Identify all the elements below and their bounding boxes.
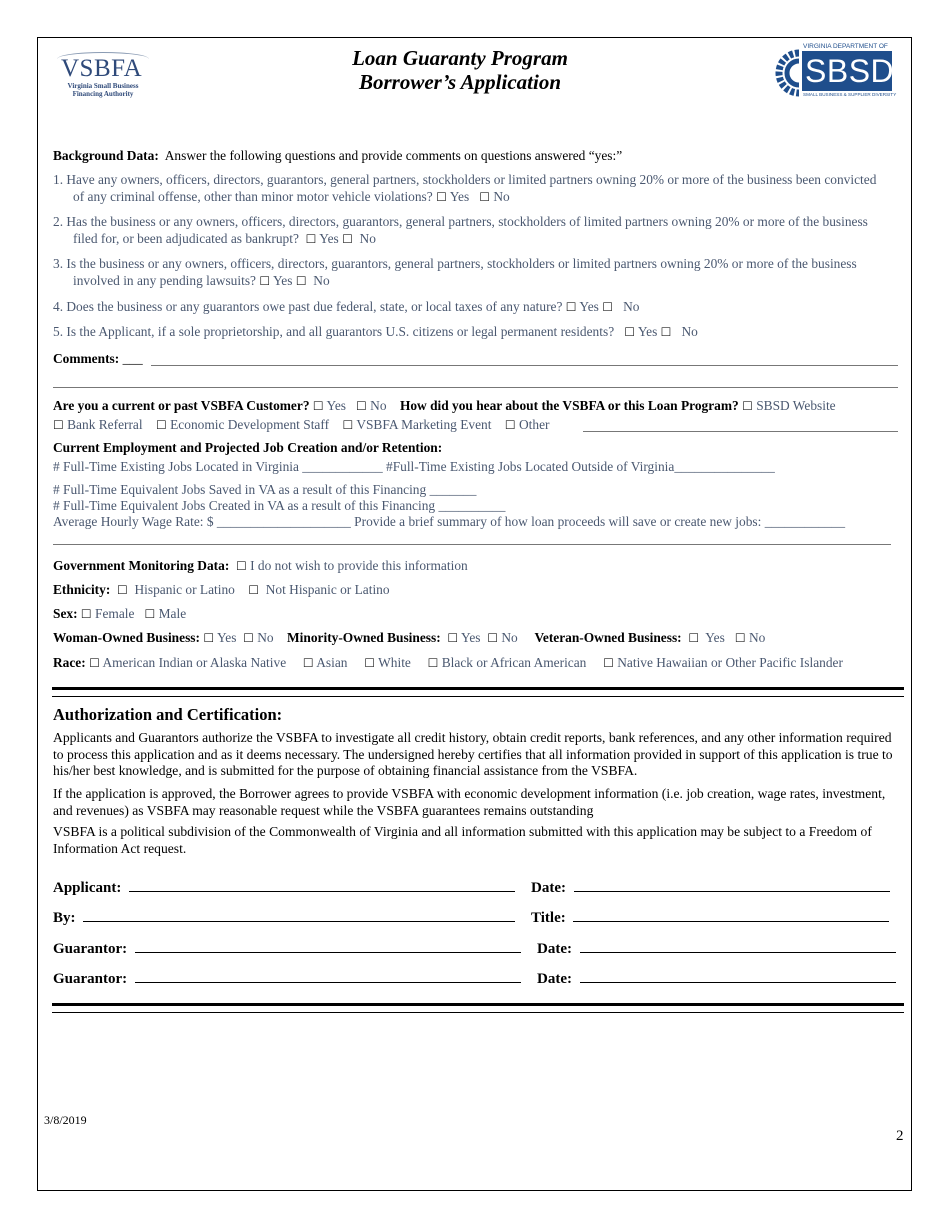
- wage-label: Average Hourly Wage Rate: $: [53, 514, 214, 529]
- by-signature-field[interactable]: [83, 907, 515, 922]
- hear-sbsd-website-label: SBSD Website: [756, 398, 836, 413]
- applicant-date-label: Date:: [531, 880, 566, 896]
- ft-va-label: # Full-Time Existing Jobs Located in Virginia: [53, 459, 299, 474]
- q3-no-label: No: [313, 273, 330, 288]
- guarantor-2-date-field[interactable]: [580, 968, 896, 983]
- race-row: [53, 655, 843, 671]
- veteran-owned-yes-checkbox[interactable]: ☐: [688, 631, 700, 645]
- monitoring-heading: Government Monitoring Data:: [53, 558, 230, 573]
- comments-blank: ___: [122, 351, 143, 366]
- guarantor-1-row: [53, 938, 521, 958]
- applicant-row: [53, 877, 515, 897]
- created-jobs-row: [53, 498, 505, 514]
- applicant-label: Applicant:: [53, 880, 122, 896]
- sbsd-logo-top-text: VIRGINIA DEPARTMENT OF: [803, 43, 888, 50]
- saved-jobs-label: # Full-Time Equivalent Jobs Saved in VA as a result of this Financing: [53, 482, 427, 497]
- q4-yes-label: Yes: [579, 299, 599, 314]
- q4-no-checkbox[interactable]: ☐: [602, 300, 614, 314]
- hear-question: How did you hear about the VSBFA or this Loan Program?: [399, 398, 739, 413]
- customer-no-checkbox[interactable]: ☐: [356, 399, 367, 413]
- authorization-para-1: Applicants and Guarantors authorize the VSBFA to investigate all credit history, obtain credit reports, bank references, and any other information required to process this application and as it deems necessary. The undersigned hereby certifies that all information provided in support of this application is true to his/her best knowledge, and is submitted for the purpose of obtaining financial assistance from the VSBFA.: [53, 730, 893, 778]
- hear-bank-referral-label: Bank Referral: [67, 417, 143, 432]
- wage-field[interactable]: ____________________: [216, 514, 351, 529]
- ethnicity-not-hispanic-label: Not Hispanic or Latino: [265, 582, 390, 597]
- sex-female-label: Female: [95, 606, 135, 621]
- question-5: [53, 324, 698, 340]
- applicant-signature-field[interactable]: [129, 877, 515, 892]
- hear-econ-dev-checkbox[interactable]: ☐: [156, 418, 167, 432]
- minority-owned-yes-label: Yes: [461, 630, 481, 645]
- applicant-date-field[interactable]: [574, 877, 890, 892]
- woman-owned-no-label: No: [257, 630, 274, 645]
- guarantor-1-label: Guarantor:: [53, 941, 128, 957]
- saved-jobs-field[interactable]: _______: [429, 482, 477, 497]
- form-title-line2: Borrower’s Application: [358, 70, 562, 94]
- title-label: Title:: [531, 910, 566, 926]
- ethnicity-hispanic-label: Hispanic or Latino: [134, 582, 235, 597]
- sbsd-logo: [765, 43, 897, 101]
- customer-row: [53, 398, 836, 414]
- sex-label: Sex:: [53, 606, 78, 621]
- section-divider-bottom: [52, 1003, 904, 1013]
- ethnicity-not-hispanic-checkbox[interactable]: ☐: [248, 583, 260, 597]
- title-field[interactable]: [573, 907, 889, 922]
- question-1-line2: of any criminal offense, other than minor motor vehicle violations?: [73, 189, 433, 204]
- monitoring-row: [53, 558, 468, 574]
- question-1: [73, 189, 510, 205]
- title-row: [531, 907, 889, 927]
- race-asian-label: Asian: [316, 655, 348, 670]
- guarantor-1-signature-field[interactable]: [135, 938, 521, 953]
- q1-no-label: No: [493, 189, 510, 204]
- comments-line-1[interactable]: [151, 365, 898, 366]
- ft-jobs-row: [53, 459, 775, 475]
- authorization-para-3: VSBFA is a political subdivision of the Commonwealth of Virginia and all information submitted with this application may be subject to a Freedom of Information Act request.: [53, 824, 872, 856]
- veteran-owned-label: Veteran-Owned Business:: [534, 630, 682, 645]
- question-2-line1: 2. Has the business or any owners, officers, directors, guarantors, general partners, stockholders of limited partners owning 20% or more of the business: [53, 214, 868, 229]
- q1-yes-label: Yes: [449, 189, 470, 204]
- customer-yes-checkbox[interactable]: ☐: [312, 399, 324, 413]
- race-black-checkbox[interactable]: ☐: [427, 656, 439, 670]
- question-4-text: 4. Does the business or any guarantors owe past due federal, state, or local taxes of any nature?: [53, 299, 563, 314]
- saved-jobs-row: [53, 482, 476, 498]
- background-intro: [53, 148, 622, 164]
- background-heading: Background Data:: [53, 148, 159, 163]
- monitoring-opt-out-checkbox[interactable]: ☐: [236, 559, 247, 573]
- sbsd-logo-bottom-text: SMALL BUSINESS & SUPPLIER DIVERSITY: [803, 92, 897, 97]
- minority-owned-no-label: No: [501, 630, 518, 645]
- sbsd-gear-icon: [765, 49, 799, 97]
- created-jobs-field[interactable]: __________: [438, 498, 506, 513]
- sex-male-checkbox[interactable]: ☐: [144, 607, 156, 621]
- comments-label: Comments:: [53, 351, 120, 366]
- vsbfa-logo-text: VSBFA: [61, 55, 143, 82]
- woman-owned-label: Woman-Owned Business:: [53, 630, 200, 645]
- race-asian-checkbox[interactable]: ☐: [302, 656, 314, 670]
- q3-yes-label: Yes: [272, 273, 293, 288]
- vsbfa-logo-subtitle: Virginia Small Business Financing Authority: [67, 82, 139, 98]
- customer-no-label: No: [370, 398, 387, 413]
- created-jobs-label: # Full-Time Equivalent Jobs Created in VA as a result of this Financing: [53, 498, 436, 513]
- hear-other-label: Other: [518, 417, 550, 432]
- q5-yes-checkbox[interactable]: ☐: [624, 325, 635, 339]
- authorization-heading: Authorization and Certification:: [53, 705, 283, 724]
- race-pacific-islander-label: Native Hawaiian or Other Pacific Islander: [617, 655, 843, 670]
- veteran-owned-yes-label: Yes: [705, 630, 725, 645]
- q1-yes-checkbox[interactable]: ☐: [436, 190, 447, 204]
- guarantor-2-label: Guarantor:: [53, 971, 128, 987]
- guarantor-2-date-row: [537, 968, 896, 988]
- summary-label: Provide a brief summary of how loan proceeds will save or create new jobs:: [354, 514, 762, 529]
- hear-marketing-event-checkbox[interactable]: ☐: [342, 418, 354, 432]
- ethnicity-hispanic-checkbox[interactable]: ☐: [117, 583, 128, 597]
- question-5-text: 5. Is the Applicant, if a sole proprietorship, and all guarantors U.S. citizens or legal permanent residents?: [53, 324, 615, 339]
- ft-outside-field[interactable]: _______________: [674, 459, 775, 474]
- minority-owned-label: Minority-Owned Business:: [287, 630, 441, 645]
- hear-other-checkbox[interactable]: ☐: [504, 418, 516, 432]
- race-white-checkbox[interactable]: ☐: [364, 656, 376, 670]
- summary-line[interactable]: [53, 544, 891, 545]
- employment-heading: Current Employment and Projected Job Creation and/or Retention:: [53, 440, 443, 455]
- summary-field[interactable]: ____________: [764, 514, 846, 529]
- hear-other-field[interactable]: [583, 431, 898, 432]
- wage-row: [53, 514, 845, 530]
- ft-outside-label: #Full-Time Existing Jobs Located Outside of Virginia: [386, 459, 675, 474]
- hear-econ-dev-label: Economic Development Staff: [170, 417, 330, 432]
- race-label: Race:: [53, 655, 86, 670]
- question-1-line1: 1. Have any owners, officers, directors, guarantors, general partners, stockholders or limited partners owning 20% or more of the business been convicted: [53, 172, 877, 187]
- customer-yes-label: Yes: [326, 398, 346, 413]
- authorization-para-2: If the application is approved, the Borrower agrees to provide VSBFA with economic development information (i.e. job creation, wage rates, investment, and revenues) as VSBFA may reasonable request while the VSBFA guarantees remains outstanding: [53, 786, 886, 818]
- q2-no-checkbox[interactable]: ☐: [342, 232, 353, 246]
- comments-row: [53, 351, 143, 367]
- q4-yes-checkbox[interactable]: ☐: [565, 300, 577, 314]
- race-white-label: White: [378, 655, 411, 670]
- race-pacific-islander-checkbox[interactable]: ☐: [603, 656, 614, 670]
- comments-line-2[interactable]: [53, 387, 898, 388]
- sex-male-label: Male: [158, 606, 187, 621]
- question-4: [53, 299, 639, 315]
- q2-no-label: No: [359, 231, 376, 246]
- hear-sbsd-website-checkbox[interactable]: ☐: [742, 399, 753, 413]
- guarantor-2-row: [53, 968, 521, 988]
- race-black-label: Black or African American: [441, 655, 587, 670]
- ethnicity-label: Ethnicity:: [53, 582, 111, 597]
- q3-yes-checkbox[interactable]: ☐: [259, 274, 271, 288]
- race-american-indian-checkbox[interactable]: ☐: [89, 656, 100, 670]
- guarantor-1-date-row: [537, 938, 896, 958]
- question-2: [73, 231, 376, 247]
- question-3: [73, 273, 330, 289]
- customer-question: Are you a current or past VSBFA Customer?: [53, 398, 310, 413]
- q3-no-checkbox[interactable]: ☐: [295, 274, 307, 288]
- race-american-indian-label: American Indian or Alaska Native: [102, 655, 287, 670]
- q5-no-label: No: [681, 324, 698, 339]
- minority-owned-no-checkbox[interactable]: ☐: [487, 631, 498, 645]
- hear-bank-referral-checkbox[interactable]: ☐: [53, 418, 64, 432]
- page-number: 2: [896, 1128, 904, 1144]
- hear-marketing-event-label: VSBFA Marketing Event: [356, 417, 492, 432]
- q5-yes-label: Yes: [637, 324, 658, 339]
- q4-no-label: No: [623, 299, 640, 314]
- question-2-line2: filed for, or been adjudicated as bankrupt?: [73, 231, 299, 246]
- minority-owned-yes-checkbox[interactable]: ☐: [447, 631, 459, 645]
- footer-date: 3/8/2019: [44, 1113, 87, 1127]
- background-intro-text: Answer the following questions and provide comments on questions answered “yes:”: [164, 148, 623, 163]
- woman-owned-yes-label: Yes: [216, 630, 237, 645]
- hear-options-row: [53, 417, 549, 433]
- by-row: [53, 907, 515, 927]
- sex-row: [53, 606, 186, 622]
- ft-va-field[interactable]: ____________: [302, 459, 383, 474]
- q5-no-checkbox[interactable]: ☐: [660, 325, 672, 339]
- guarantor-1-date-label: Date:: [537, 941, 572, 957]
- question-3-line1: 3. Is the business or any owners, officers, directors, guarantors, general partners, stockholders or limited partners owning 20% or more of the business: [53, 256, 857, 271]
- woman-owned-no-checkbox[interactable]: ☐: [243, 631, 254, 645]
- ownership-row: [53, 630, 765, 646]
- sex-female-checkbox[interactable]: ☐: [80, 607, 92, 621]
- guarantor-2-date-label: Date:: [537, 971, 572, 987]
- question-3-line2: involved in any pending lawsuits?: [73, 273, 256, 288]
- q2-yes-label: Yes: [319, 231, 339, 246]
- ethnicity-row: [53, 582, 390, 598]
- form-title-line1: Loan Guaranty Program: [352, 46, 568, 70]
- veteran-owned-no-checkbox[interactable]: ☐: [734, 631, 746, 645]
- monitoring-opt-out-label: I do not wish to provide this information: [250, 558, 468, 573]
- guarantor-2-signature-field[interactable]: [135, 968, 521, 983]
- veteran-owned-no-label: No: [748, 630, 766, 645]
- q2-yes-checkbox[interactable]: ☐: [305, 232, 317, 246]
- sbsd-logo-text: SBSD: [805, 53, 895, 89]
- vsbfa-logo: [55, 50, 155, 102]
- woman-owned-yes-checkbox[interactable]: ☐: [203, 631, 215, 645]
- section-divider-top: [52, 687, 904, 697]
- q1-no-checkbox[interactable]: ☐: [479, 190, 490, 204]
- guarantor-1-date-field[interactable]: [580, 938, 896, 953]
- by-label: By:: [53, 910, 76, 926]
- applicant-date-row: [531, 877, 890, 897]
